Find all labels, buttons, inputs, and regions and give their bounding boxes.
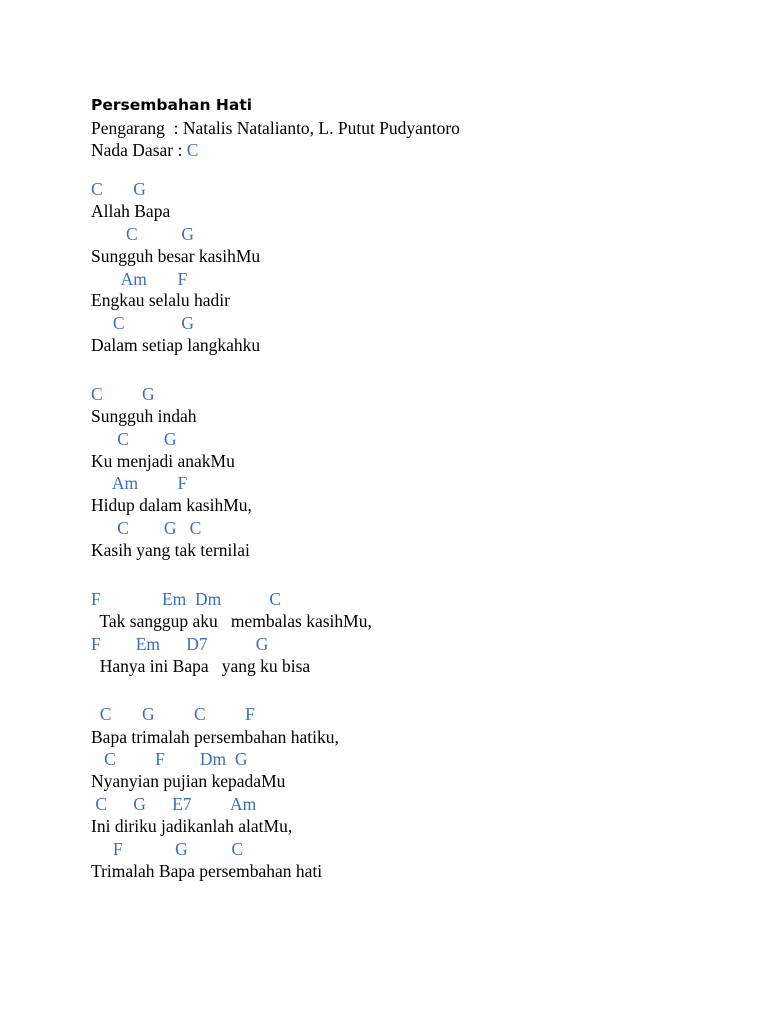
lyric-line: Bapa trimalah persembahan hatiku,: [91, 727, 339, 747]
lyric-line: Tak sanggup aku membalas kasihMu,: [91, 611, 372, 631]
key-value: C: [186, 140, 199, 160]
chord-line: C G: [91, 429, 177, 449]
lyric-line: Ini diriku jadikanlah alatMu,: [91, 816, 293, 836]
chord-line: Am F: [91, 269, 188, 289]
chord-line: F Em D7 G: [91, 634, 269, 654]
lyric-line: Ku menjadi anakMu: [91, 451, 235, 471]
lyric-line: Trimalah Bapa persembahan hati: [91, 861, 323, 881]
lyric-line: Kasih yang tak ternilai: [91, 540, 250, 560]
chord-line: F G C: [91, 839, 244, 859]
lyric-line: Hidup dalam kasihMu,: [91, 495, 252, 515]
chord-line: C G E7 Am: [91, 794, 257, 814]
lyric-line: Engkau selalu hadir: [91, 290, 230, 310]
lyric-line: Nyanyian pujian kepadaMu: [91, 771, 286, 791]
key-line: [91, 140, 198, 160]
composer-line: Pengarang : Natalis Natalianto, L. Putut Pudyantoro: [91, 118, 460, 138]
chord-line: C G: [91, 384, 155, 404]
chord-line: C G C F: [91, 704, 255, 724]
song-title: Persembahan Hati: [91, 96, 253, 114]
chord-line: F Em Dm C: [91, 589, 282, 609]
lyric-line: Hanya ini Bapa yang ku bisa: [91, 656, 311, 676]
chord-line: C G: [91, 313, 195, 333]
chord-line: C G: [91, 179, 146, 199]
chord-line: C G: [91, 224, 195, 244]
chord-line: Am F: [91, 473, 188, 493]
chord-line: C F Dm G: [91, 749, 248, 769]
chord-line: C G C: [91, 518, 202, 538]
key-label: Nada Dasar :: [91, 140, 187, 160]
lyric-line: Dalam setiap langkahku: [91, 335, 261, 355]
lyric-line: Sungguh indah: [91, 406, 197, 426]
lyric-line: Sungguh besar kasihMu: [91, 246, 261, 266]
lyric-line: Allah Bapa: [91, 201, 171, 221]
